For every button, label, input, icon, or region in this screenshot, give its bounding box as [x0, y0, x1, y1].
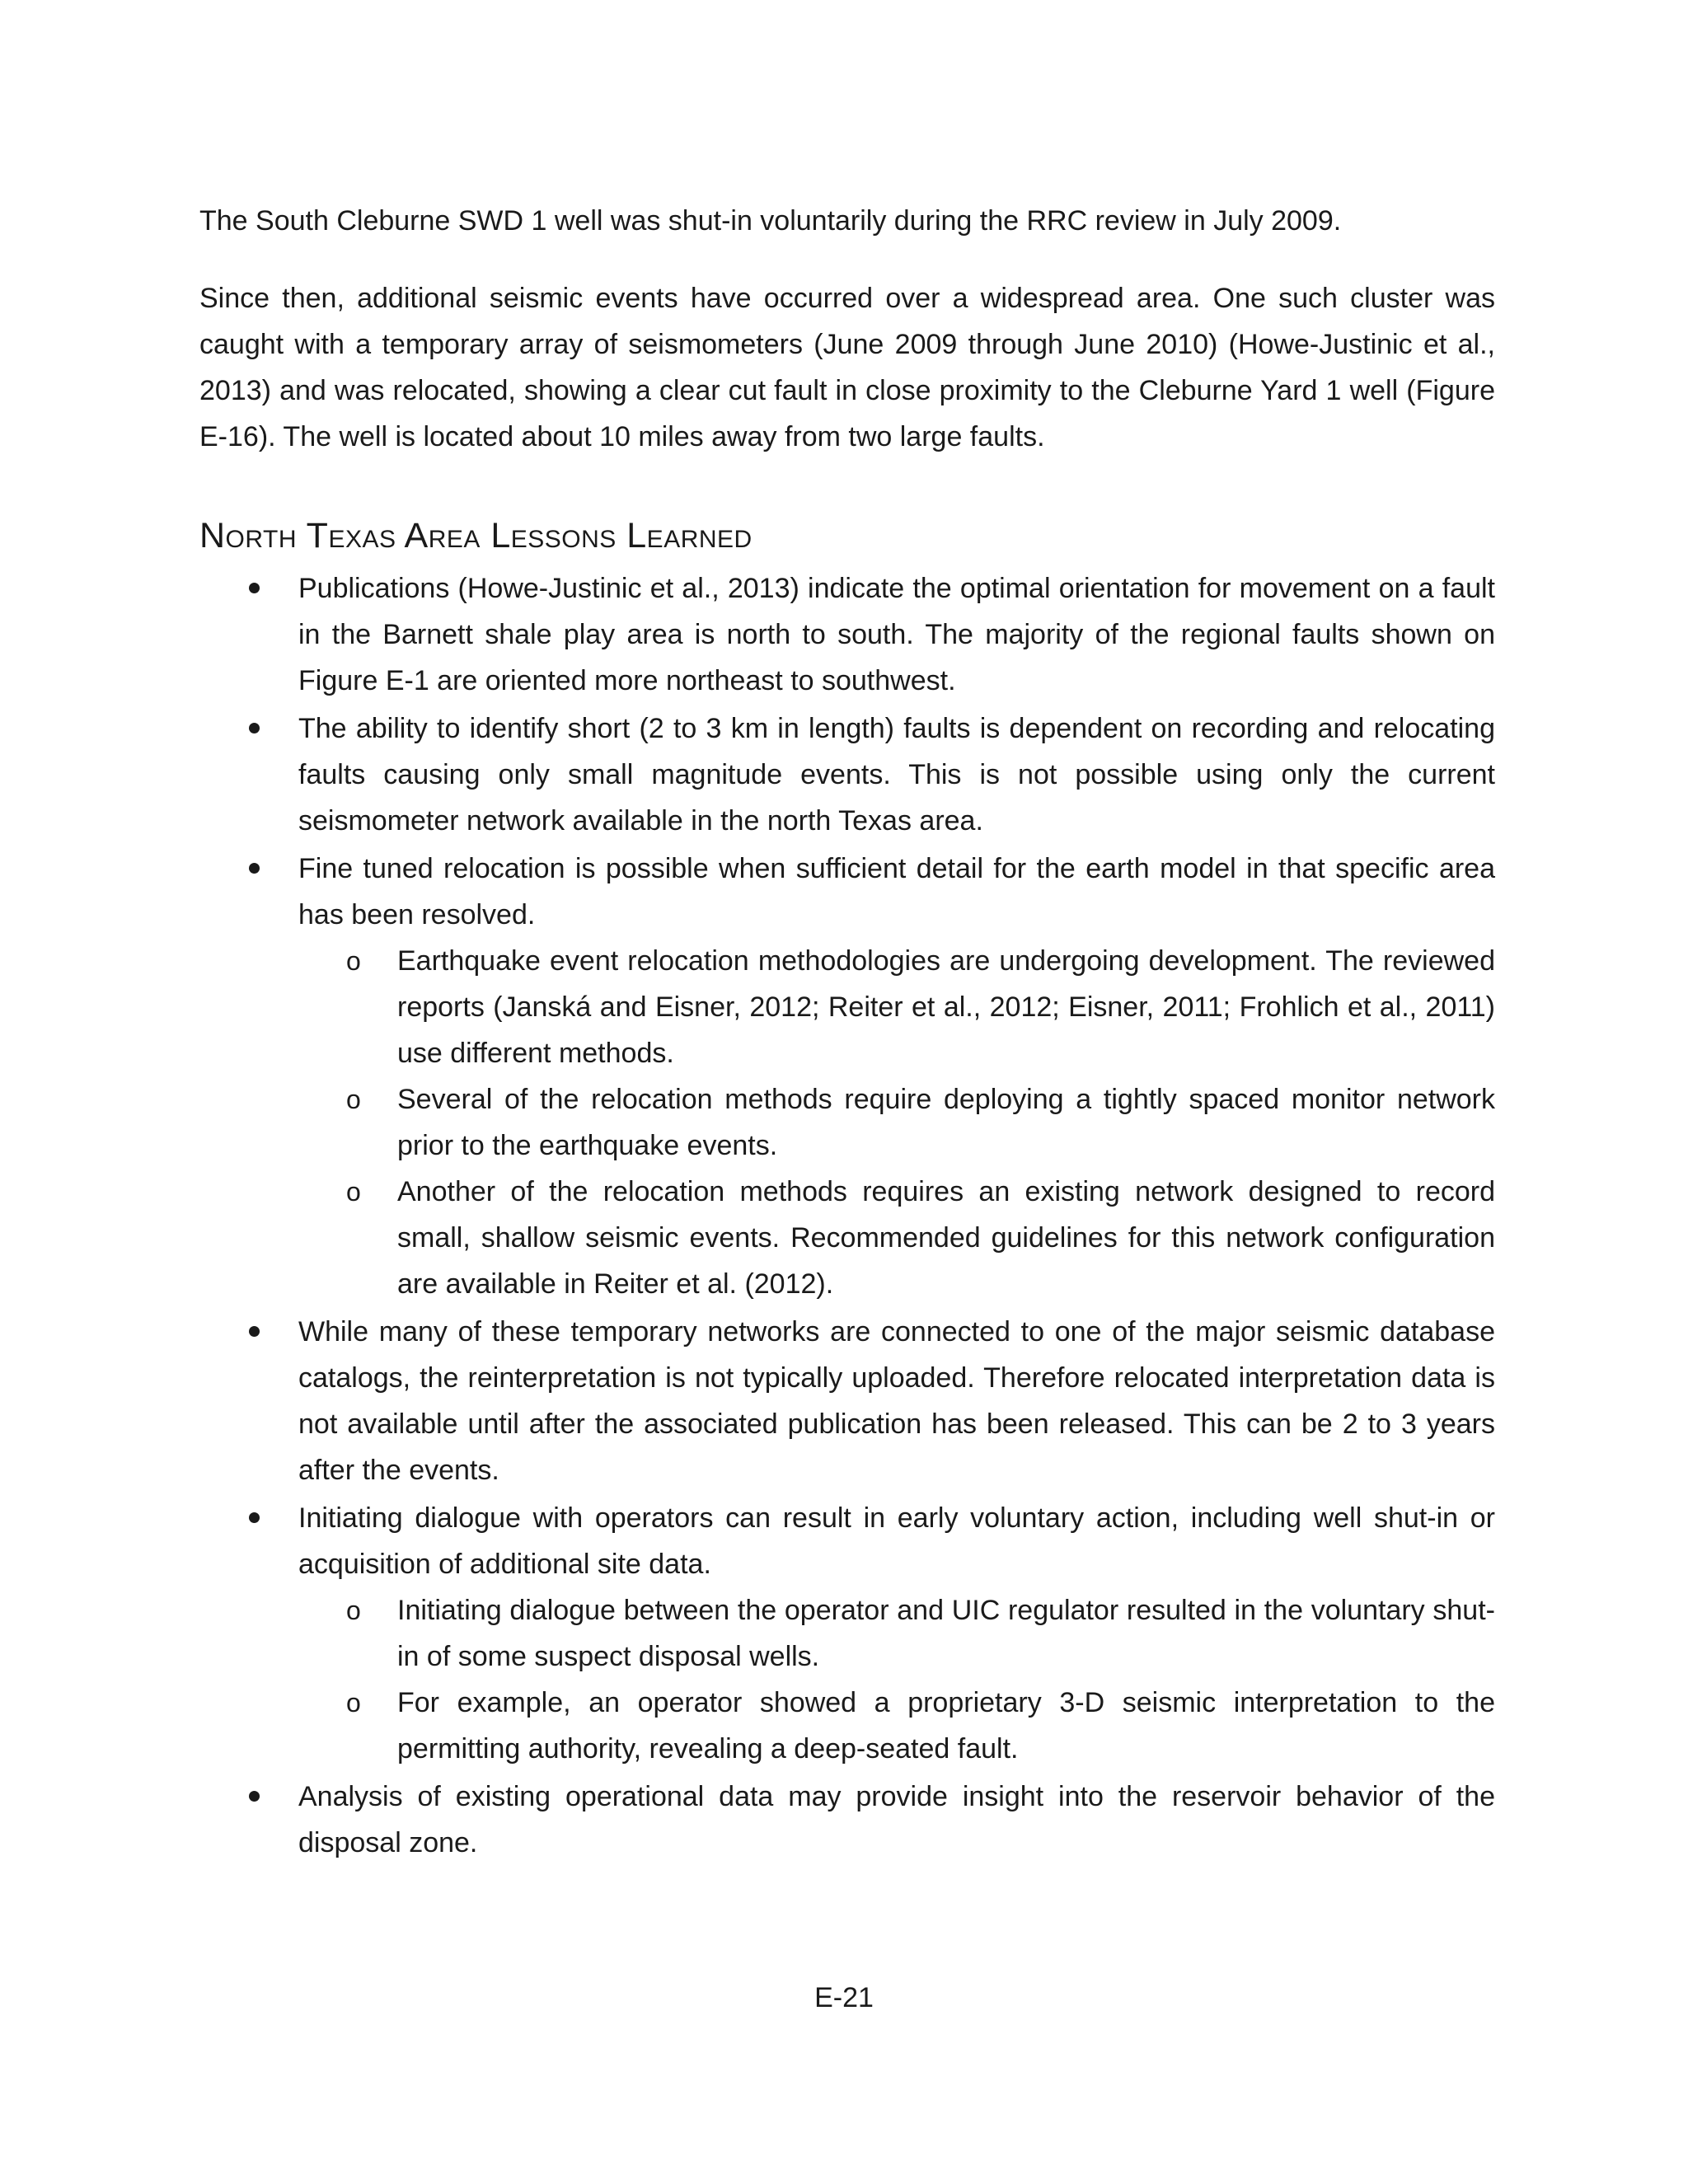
- bullet-icon: [249, 1512, 260, 1523]
- sub-list: [298, 938, 1495, 1307]
- sub-list-item: [298, 938, 1495, 1076]
- list-item-text: While many of these temporary networks are connected to one of the major seismic database catalogs, the reinterpretation is not typically uploaded. Therefore relocated interpretation data is not available until after the associated publication has been released. This can be 2 to 3 years after the events.: [298, 1316, 1495, 1486]
- paragraph-shut-in: The South Cleburne SWD 1 well was shut-in voluntarily during the RRC review in July 2009.: [199, 205, 1342, 237]
- sub-list-item-text: Earthquake event relocation methodologies are undergoing development. The reviewed reports (Janská and Eisner, 2012; Reiter et al., 2012; Eisner, 2011; Frohlich et al., 2011) use different methods.: [397, 945, 1495, 1069]
- sub-list-item-text: Another of the relocation methods requires an existing network designed to record small, shallow seismic events. Recommended guidelines for this network configuration are available in Reiter et al. (2012).: [397, 1176, 1495, 1300]
- bullet-icon: [249, 1326, 260, 1337]
- sub-list-item: [298, 1680, 1495, 1772]
- section-heading: North Texas Area Lessons Learned: [199, 516, 753, 555]
- bullet-icon: [249, 1791, 260, 1802]
- list-item-text: Initiating dialogue with operators can result in early voluntary action, including well shut-in or acquisition of additional site data.: [298, 1502, 1495, 1580]
- lessons-list: [199, 565, 1495, 1866]
- sub-list-item-text: For example, an operator showed a proprietary 3-D seismic interpretation to the permitting authority, revealing a deep-seated fault.: [397, 1687, 1495, 1765]
- sub-list: [298, 1587, 1495, 1772]
- list-item: [199, 565, 1495, 704]
- list-item-text: The ability to identify short (2 to 3 km in length) faults is dependent on recording and relocating faults causing only small magnitude events. This is not possible using only the current seismometer network available in the north Texas area.: [298, 713, 1495, 837]
- sub-list-item: [298, 1587, 1495, 1680]
- page-number: E-21: [814, 1982, 874, 2013]
- list-item-text: Analysis of existing operational data may provide insight into the reservoir behavior of the disposal zone.: [298, 1781, 1495, 1858]
- circle-bullet-icon: o: [346, 1085, 361, 1114]
- circle-bullet-icon: o: [346, 1596, 361, 1625]
- sub-list-item: [298, 1076, 1495, 1169]
- list-item: [199, 1495, 1495, 1772]
- bullet-icon: [249, 723, 260, 733]
- list-item: [199, 705, 1495, 844]
- circle-bullet-icon: o: [346, 1177, 361, 1207]
- paragraph-seismic-events: Since then, additional seismic events have occurred over a widespread area. One such cluster was caught with a temporary array of seismometers (June 2009 through June 2010) (Howe-Justinic et al., 2013) and was relocated, showing a clear cut fault in close proximity to the Cleburne Yard 1 well (Figure E-16). The well is located about 10 miles away from two large faults.: [199, 283, 1495, 452]
- sub-list-item-text: Initiating dialogue between the operator and UIC regulator resulted in the voluntary shut-in of some suspect disposal wells.: [397, 1595, 1495, 1672]
- circle-bullet-icon: o: [346, 946, 361, 976]
- bullet-icon: [249, 863, 260, 874]
- sub-list-item: [298, 1169, 1495, 1307]
- list-item-text: Fine tuned relocation is possible when sufficient detail for the earth model in that specific area has been resolved.: [298, 853, 1495, 930]
- list-item: [199, 1309, 1495, 1493]
- list-item: [199, 846, 1495, 1307]
- circle-bullet-icon: o: [346, 1688, 361, 1718]
- list-item-text: Publications (Howe-Justinic et al., 2013) indicate the optimal orientation for movement on a fault in the Barnett shale play area is north to south. The majority of the regional faults shown on Figure E-1 are oriented more northeast to southwest.: [298, 573, 1495, 696]
- sub-list-item-text: Several of the relocation methods require deploying a tightly spaced monitor network prior to the earthquake events.: [397, 1084, 1495, 1161]
- bullet-icon: [249, 583, 260, 593]
- document-body: [199, 198, 1495, 1868]
- list-item: [199, 1774, 1495, 1866]
